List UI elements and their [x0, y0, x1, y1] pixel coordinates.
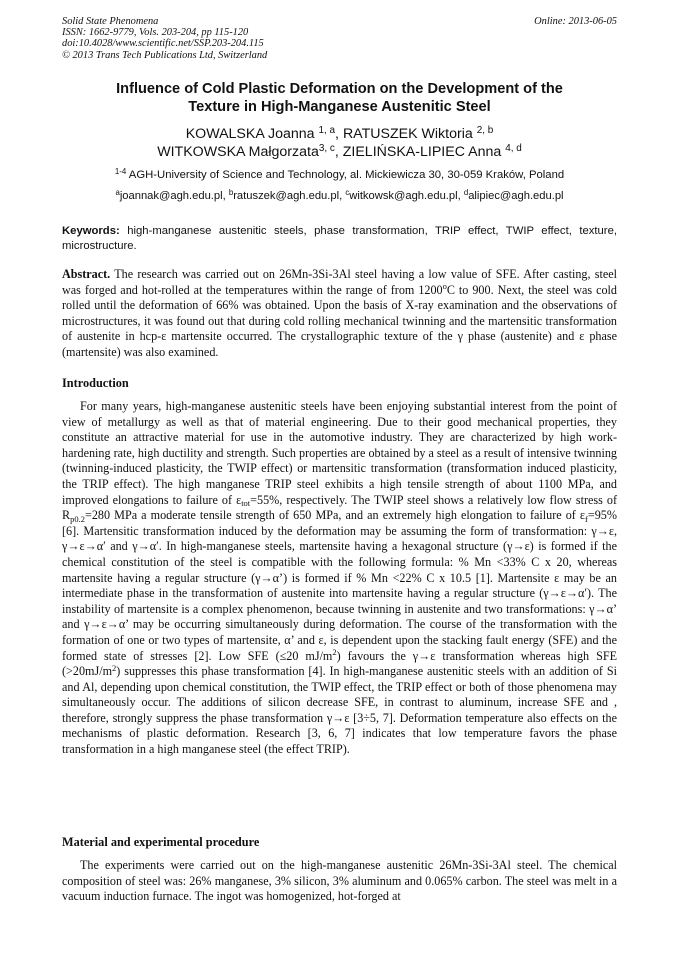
author-marker: 1, a — [318, 125, 336, 137]
keywords-text: high-manganese austenitic steels, phase transformation, TRIP effect, TWIP effect, texture, microstructure. — [62, 225, 617, 252]
paragraph-text: ) suppresses this phase transformation [4]. In high-manganese austenitic steels with an addition of Si and Al, depending upon chemical constitution, the TWIP effect, the TRIP effect or both of those phenomena may simultaneously occur. The additions of silicon decrease SFE, in contrast to aluminum, increase SFE and , therefore, strongly suppress the phase transformation γ→ε [3÷5, 7]. Deformation temperature also effects on the mechanisms of plastic deformation. Research [3, 6, 7] indicates that low temperature favors the phase transformation in a high manganese steel (the effect TRIP). — [62, 664, 617, 757]
copyright-line: © 2013 Trans Tech Publications Ltd, Switzerland — [62, 49, 268, 61]
author-name: RATUSZEK Wiktoria — [342, 126, 473, 142]
paragraph-text: =280 MPa a moderate tensile strength of 650 MPa, and an extremely high elongation to failure of ε — [84, 508, 586, 523]
abstract — [62, 267, 617, 361]
authors-line-1: KOWALSKA Joanna $^{1, a}$, RATUSZEK Wiktoria $^{2, b}$ — [185, 125, 494, 142]
subscript: p0.2 — [70, 513, 85, 524]
authors-line-2: WITKOWSKA Małgorzata$^{3, c}$, ZIELIŃSKA-LIPIEC Anna $^{4, d}$ — [157, 143, 522, 160]
email-marker: b — [228, 188, 234, 198]
email-link[interactable]: ratuszek@agh.edu.pl, — [233, 190, 343, 202]
title-line-1: Influence of Cold Plastic Deformation on the Development of the — [116, 81, 563, 97]
doi-line: doi:10.4028/www.scientific.net/SSP.203-204.115 — [62, 38, 264, 50]
author-name: ZIELIŃSKA-LIPIEC Anna — [342, 144, 502, 160]
email-list — [62, 189, 617, 203]
abstract-label: Abstract. — [62, 267, 111, 281]
introduction-paragraph — [62, 399, 617, 758]
journal-name: Solid State Phenomena — [62, 16, 159, 27]
superscript: 2 — [112, 662, 117, 673]
superscript: 2 — [332, 647, 337, 658]
degree-marker: o — [442, 281, 447, 292]
issn-line: ISSN: 1662-9779, Vols. 203-204, pp 115-120 — [62, 27, 249, 39]
paragraph-text: For many years, high-manganese austenitic steels have been enjoying substantial interest from the point of view of metallurgy as well as that of material engineering. Due to their good mechanical properties, they constitute an attractive material for use in the automotive industry. They are characterized by high work-hardening rate, high ductility and strength. Such properties are obtained by a steel as a result of intensive twinning (twinning-induced plasticity, the TWIP effect) or martensitic transformation (transformation induced plasticity, the TRIP effect). The high manganese TRIP steel exhibits a high tensile strength of about 1100 MPa, and improved elongations to failure of ε — [62, 399, 617, 507]
abstract-text: C to 900. Next, the steel was cold rolled until the deformation of 66% was obtained. Upon the basis of X-ray examination and the observations of microstructures, it was found out that during cold rolling mechanical twinning and the martensitic transformation of austenite in hcp-ε martensite occurred. The crystallographic texture of the γ phase (austenite) and ε phase (martensite) was also examined. — [62, 282, 617, 359]
author-marker: 4, d — [505, 143, 522, 155]
paragraph-text: =55%, respectively. The TWIP steel shows a relatively low flow stress of R — [62, 492, 618, 523]
title-line-2: Texture in High-Manganese Austenitic Steel — [188, 99, 491, 115]
paper-title — [62, 80, 617, 116]
email-marker: c — [345, 188, 350, 198]
author-marker: 2, b — [476, 125, 494, 137]
materials-paragraph: The experiments were carried out on the high-manganese austenitic 26Mn-3Si-3Al steel. The chemical composition of steel was: 26% manganese, 3% silicon, 3% aluminum and 0.065% carbon. The steel was melt in a vacuum induction furnace. The ingot was homogenized, hot-forged at — [62, 858, 617, 904]
abstract-text: The research was carried out on 26Mn-3Si-3Al steel having a low value of SFE. After casting, steel was forged and hot-rolled at the temperatures within the range of from 1200 — [62, 267, 617, 297]
email-link[interactable]: witkowsk@agh.edu.pl, — [349, 190, 461, 202]
author-list — [62, 125, 617, 161]
author-marker: 3, c — [318, 143, 335, 155]
keywords-label: Keywords: — [62, 225, 120, 237]
subscript: tot — [241, 498, 251, 509]
affiliation — [62, 168, 617, 182]
affiliation-text: AGH-University of Science and Technology, al. Mickiewicza 30, 30-059 Kraków, Poland — [128, 169, 565, 181]
paragraph-text: =95% [6]. Martensitic transformation induced by the deformation may be assuming the form of transformation: γ→ε, γ→ε→α′ and γ→α′. In high-manganese steels, martensite having a hexagonal structure (γ→ε) is formed if the chemical constitution of the steel is compatible with the following formula: % Mn <33% C x 20, whereas martensite having a regular structure (γ→α’) is formed if % Mn <22% C x 10.5 [1]. Martensite ε may be an intermediate phase in the transformation of austenite into martensite having a regular structure (γ→ε→α′). The instability of martensite is a complex phenomenon, because twinning in austenite and two transformations: γ→α’ and γ→ε→α’ may be occurring simultaneously during deformation. The course of the transformation with the formation of one or two types of martensite, α’ and ε, is dependent upon the stacking fault energy (SFE) and the formed state of stresses [2]. Low SFE (≤20 mJ/m — [62, 508, 617, 663]
section-heading-materials: Material and experimental procedure — [62, 835, 260, 849]
section-heading-introduction: Introduction — [62, 376, 129, 390]
author-name: KOWALSKA Joanna — [185, 126, 315, 142]
email-link[interactable]: alipiec@agh.edu.pl — [468, 190, 564, 202]
keywords — [62, 224, 617, 253]
email-marker: a — [115, 188, 120, 198]
author-name: WITKOWSKA Małgorzata — [157, 144, 319, 160]
journal-header — [62, 16, 617, 61]
email-link[interactable]: joannak@agh.edu.pl, — [119, 190, 226, 202]
online-date: Online: 2013-06-05 — [534, 16, 617, 27]
email-marker: d — [463, 188, 469, 198]
affiliation-marker: 1-4 — [114, 167, 127, 177]
subscript: f — [585, 513, 588, 524]
paragraph-text: ) favours the γ→ε transformation whereas high SFE (>20mJ/m — [62, 648, 617, 679]
